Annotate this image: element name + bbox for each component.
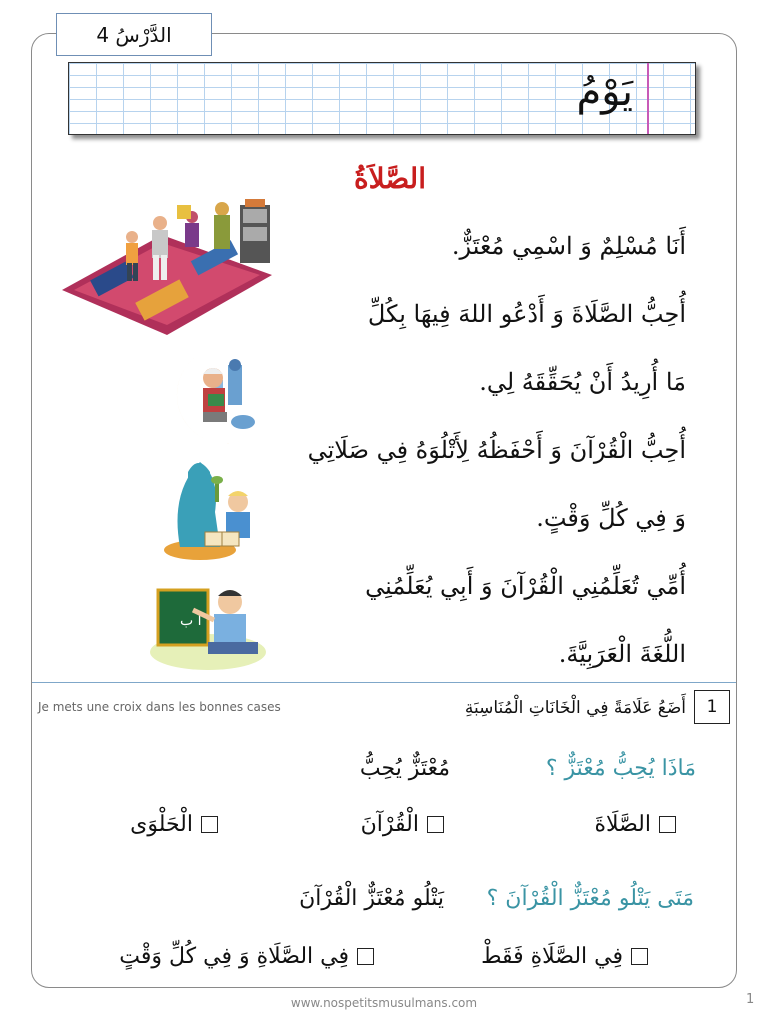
story-line: أُمِّي تُعَلِّمُنِي الْقُرْآنَ وَ أَبِي يُعَلِّمُنِي [365, 572, 686, 600]
boy-reading-quran-on-moon-illustration [158, 350, 258, 452]
option-label: الصَّلَاةَ [594, 812, 651, 837]
exercise-number: 1 [694, 690, 730, 724]
checkbox[interactable] [201, 816, 218, 833]
option-quran[interactable] [361, 812, 444, 837]
story-line: وَ فِي كُلِّ وَقْتٍ. [536, 504, 686, 532]
lesson-label: الدَّرْسُ 4 [56, 13, 212, 56]
notebook-word: يَوْمُ [576, 69, 633, 115]
story-line: أَنَا مُسْلِمٌ وَ اسْمِي مُعْتَزٌّ. [451, 232, 686, 260]
family-praying-illustration [52, 195, 277, 335]
checkbox[interactable] [357, 948, 374, 965]
lesson-title: الصَّلاَةُ [354, 162, 426, 195]
option-label: الْقُرْآنَ [360, 812, 419, 837]
option-label: فِي الصَّلَاةِ فَقَطْ [481, 944, 623, 969]
page-number: 1 [746, 992, 755, 1007]
checkbox[interactable] [427, 816, 444, 833]
story-line: مَا أُرِيدُ أَنْ يُحَقِّقَهُ لِي. [479, 368, 686, 396]
notebook-lines [68, 62, 696, 135]
father-teaching-arabic-illustration [148, 580, 270, 672]
svg-text:أ ب: أ ب [180, 613, 202, 629]
option-label: الْحَلْوَى [130, 812, 193, 837]
exercise-instruction: أَضَعُ عَلَامَةً فِي الْخَانَاتِ الْمُنَاسِبَةِ [464, 698, 686, 718]
notebook-margin-line [647, 63, 649, 134]
answer-stem-1: مُعْتَزٌّ يُحِبُّ [359, 756, 450, 781]
option-label: فِي الصَّلَاةِ وَ فِي كُلِّ وَقْتٍ [119, 944, 349, 969]
question-2: مَتَى يَتْلُو مُعْتَزٌّ الْقُرْآنَ ؟ [486, 886, 694, 911]
option-sweets[interactable] [130, 812, 218, 837]
section-divider [32, 682, 736, 683]
footer-url: www.nospetitsmusulmans.com [290, 996, 478, 1010]
question-1: مَاذَا يُحِبُّ مُعْتَزٌّ ؟ [545, 756, 696, 781]
option-only-in-prayer[interactable] [481, 944, 648, 969]
exercise-hint: Je mets une croix dans les bonnes cases [38, 700, 281, 714]
story-line: أُحِبُّ الْقُرْآنَ وَ أَحْفَظُهُ لِأَتْلُوَهُ فِي صَلَاتِي [307, 436, 686, 464]
mother-teaching-quran-illustration [160, 452, 260, 564]
story-line: أُحِبُّ الصَّلَاةَ وَ أَدْعُو اللهَ فِيهَا بِكُلِّ [367, 300, 686, 328]
answer-stem-2: يَتْلُو مُعْتَزٌّ الْقُرْآنَ [299, 886, 444, 911]
story-line: اللُّغَةَ الْعَرَبِيَّةَ. [558, 640, 686, 668]
checkbox[interactable] [631, 948, 648, 965]
option-prayer[interactable] [594, 812, 676, 837]
option-prayer-and-always[interactable] [119, 944, 374, 969]
checkbox[interactable] [659, 816, 676, 833]
story-text [276, 226, 686, 702]
